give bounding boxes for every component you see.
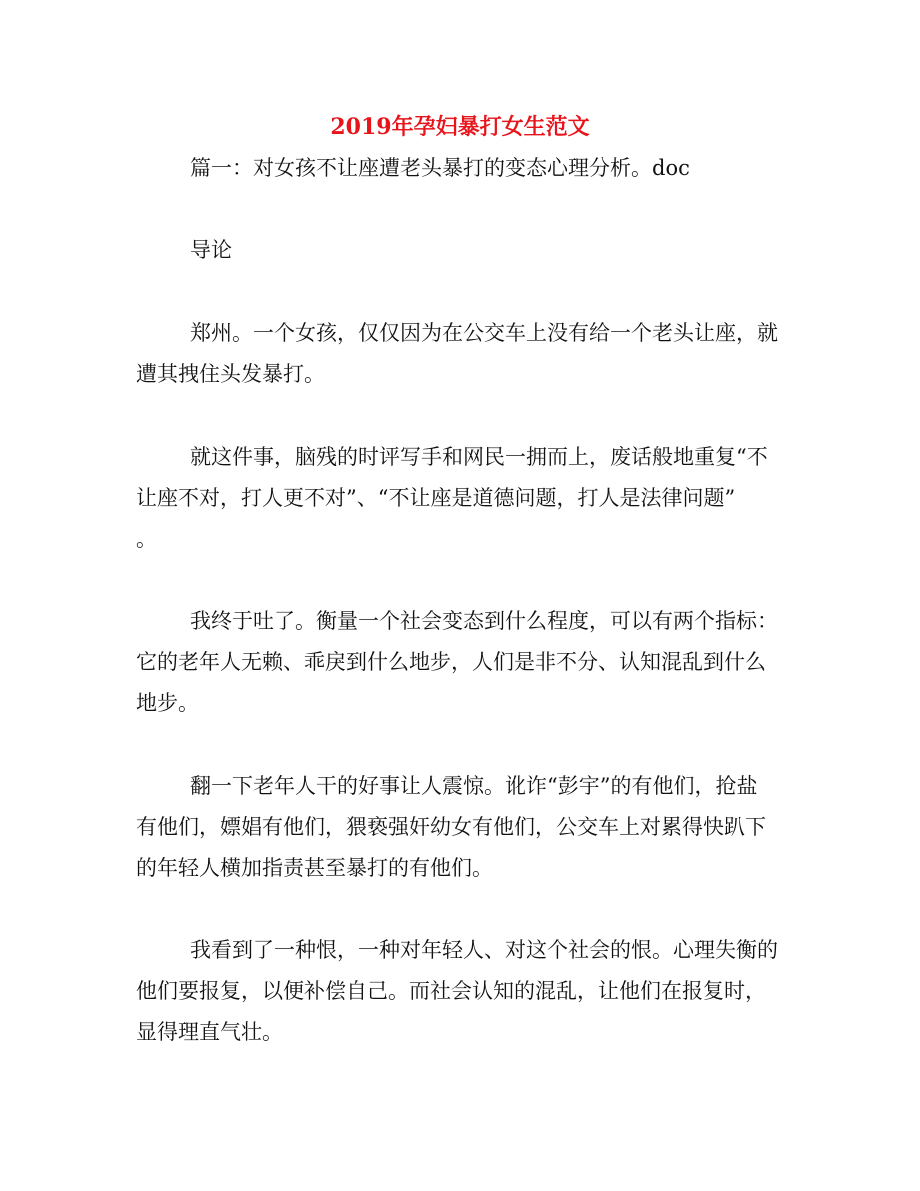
text-line: 。 bbox=[136, 527, 157, 551]
text-line: 让座不对，打人更不对”、“不让座是道德问题，打人是法律问题” bbox=[136, 486, 736, 510]
text-line: 我看到了一种恨，一种对年轻人、对这个社会的恨。心理失衡的 bbox=[190, 938, 778, 962]
text-line: 郑州。一个女孩，仅仅因为在公交车上没有给一个老头让座，就 bbox=[190, 321, 778, 345]
text-line: 有他们，嫖娼有他们，猥亵强奸幼女有他们，公交车上对累得快趴下 bbox=[136, 815, 766, 839]
text-line: 我终于吐了。衡量一个社会变态到什么程度，可以有两个指标： bbox=[190, 609, 778, 633]
text-line: 翻一下老年人干的好事让人震惊。讹诈“彭宇”的有他们，抢盐 bbox=[190, 774, 758, 798]
text-line: 遭其拽住头发暴打。 bbox=[136, 362, 325, 386]
document-title: 2019年孕妇暴打女生范文 bbox=[330, 114, 590, 140]
text-line: 的年轻人横加指责甚至暴打的有他们。 bbox=[136, 856, 493, 880]
text-line: 导论 bbox=[190, 238, 232, 262]
text-line: 地步。 bbox=[136, 691, 199, 715]
text-line: 他们要报复，以便补偿自己。而社会认知的混乱，让他们在报复时， bbox=[136, 979, 766, 1003]
text-line: 就这件事，脑残的时评写手和网民一拥而上，废话般地重复“不 bbox=[190, 445, 768, 469]
text-line: 篇一：对女孩不让座遭老头暴打的变态心理分析。doc bbox=[190, 156, 690, 180]
text-line: 它的老年人无赖、乖戾到什么地步，人们是非不分、认知混乱到什么 bbox=[136, 650, 766, 674]
text-line: 显得理直气壮。 bbox=[136, 1020, 283, 1044]
